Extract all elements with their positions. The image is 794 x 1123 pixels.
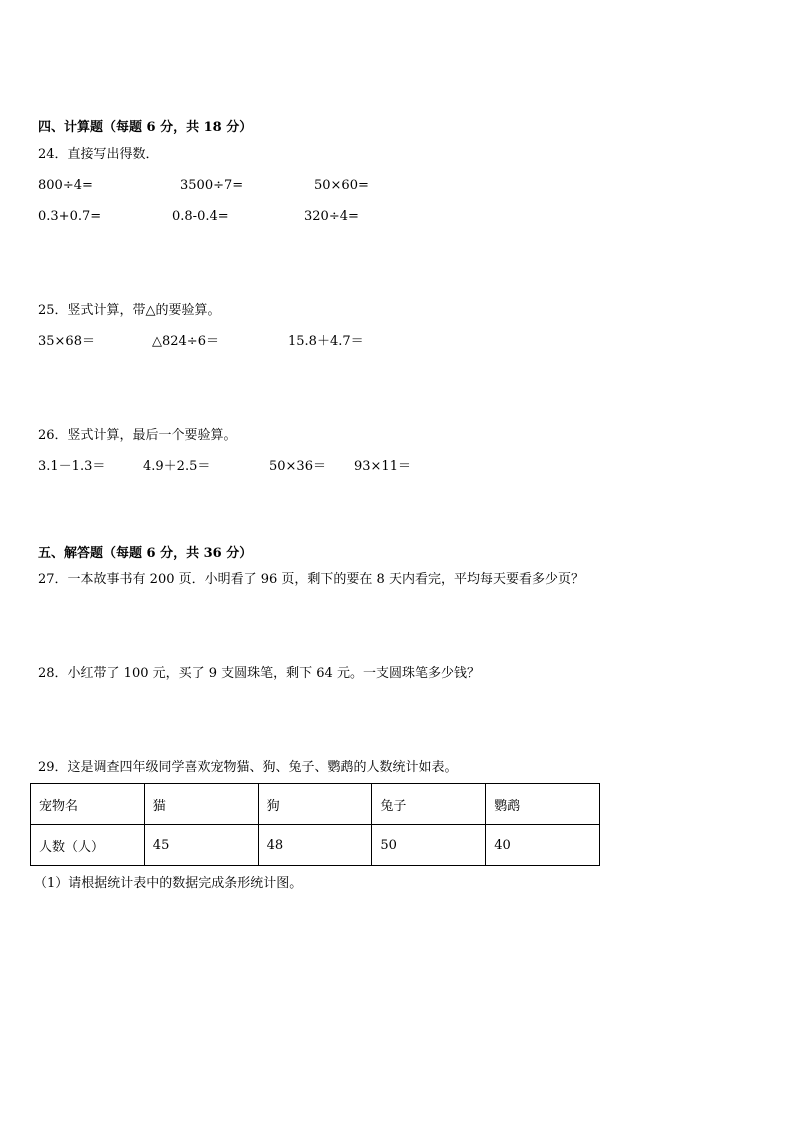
q25-prompt: 25．竖式计算，带△的要验算。	[38, 303, 221, 318]
q28-text: 28．小红带了 100 元，买了 9 支圆珠笔，剩下 64 元。一支圆珠笔多少钱？	[38, 666, 480, 681]
pet-stats-table	[30, 783, 600, 866]
table-header-cell: 鹦鹉	[486, 784, 600, 825]
q24-item: 0.3+0.7=	[38, 209, 102, 224]
table-cell: 48	[258, 825, 372, 866]
q25-item: 35×68＝	[38, 334, 95, 349]
q29-sub-question-1: （1）请根据统计表中的数据完成条形统计图。	[34, 876, 303, 891]
table-cell: 人数（人）	[31, 825, 145, 866]
q24-prompt: 24．直接写出得数．	[38, 147, 159, 162]
q25-item: 15.8＋4.7＝	[288, 334, 364, 349]
q26-item: 93×11＝	[354, 459, 411, 474]
q24-item: 0.8-0.4=	[172, 209, 229, 224]
table-header-cell: 猫	[144, 784, 258, 825]
table-cell: 45	[144, 825, 258, 866]
q24-item: 320÷4=	[304, 209, 359, 224]
table-header-cell: 兔子	[372, 784, 486, 825]
table-cell: 50	[372, 825, 486, 866]
q24-item: 800÷4=	[38, 178, 93, 193]
table-row	[31, 784, 600, 825]
q24-item: 3500÷7=	[180, 178, 244, 193]
table-header-cell: 宠物名	[31, 784, 145, 825]
table-header-cell: 狗	[258, 784, 372, 825]
q25-item: △824÷6＝	[152, 334, 219, 349]
table-cell: 40	[486, 825, 600, 866]
table-row	[31, 825, 600, 866]
section-5-heading: 五、解答题（每题 6 分，共 36 分）	[38, 546, 253, 561]
q26-item: 50×36＝	[269, 459, 326, 474]
q24-item: 50×60=	[314, 178, 369, 193]
q26-item: 3.1－1.3＝	[38, 459, 106, 474]
q26-item: 4.9＋2.5＝	[143, 459, 211, 474]
section-4-heading: 四、计算题（每题 6 分，共 18 分）	[38, 120, 253, 135]
q29-prompt: 29．这是调查四年级同学喜欢宠物猫、狗、兔子、鹦鹉的人数统计如表。	[38, 760, 458, 775]
q27-text: 27．一本故事书有 200 页．小明看了 96 页，剩下的要在 8 天内看完，平均每天要看多少页？	[38, 572, 584, 587]
q26-prompt: 26．竖式计算，最后一个要验算。	[38, 428, 237, 443]
